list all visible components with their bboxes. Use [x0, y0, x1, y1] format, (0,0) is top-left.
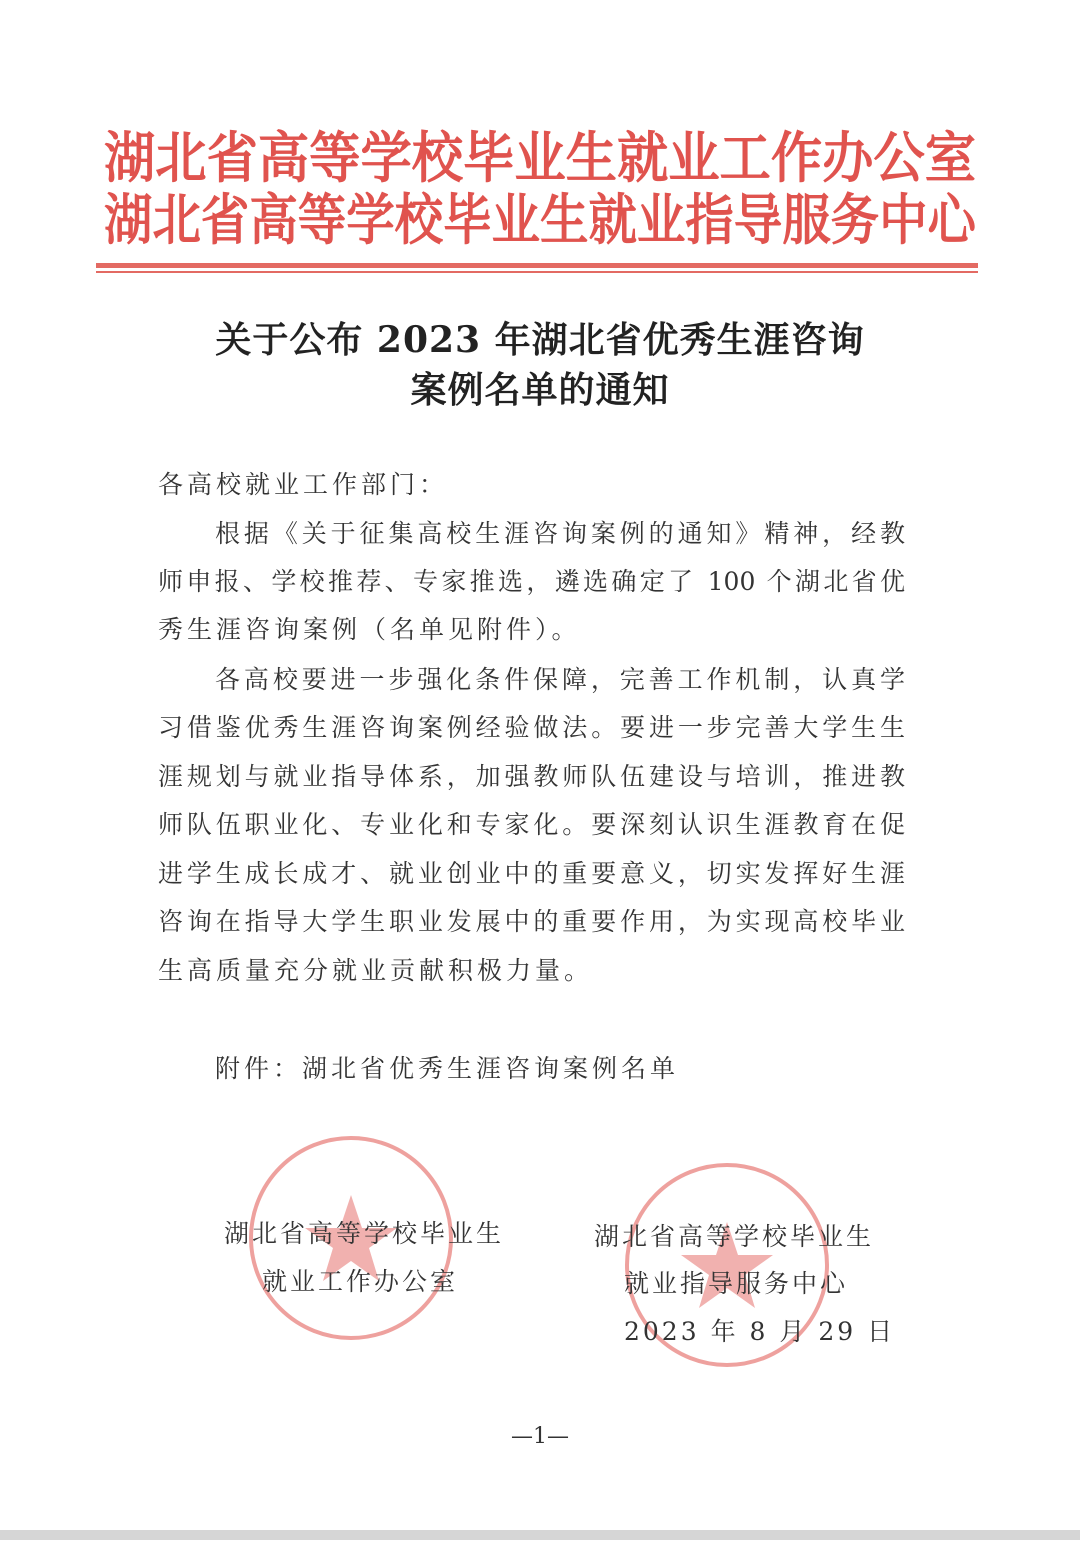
page-number: —1— — [511, 1424, 569, 1449]
paragraph-2-line: 涯规划与就业指导体系，加强教师队伍建设与培训，推进教 — [158, 762, 905, 791]
attachment-note: 附件：湖北省优秀生涯咨询案例名单 — [215, 1054, 680, 1083]
paragraph-2-line: 咨询在指导大学生职业发展中的重要作用，为实现高校毕业 — [158, 907, 905, 936]
signature-left-line-2: 就业工作办公室 — [262, 1267, 459, 1296]
paragraph-2-line: 进学生成长成才、就业创业中的重要意义，切实发挥好生涯 — [158, 859, 905, 888]
signature-right-line-1: 湖北省高等学校毕业生 — [594, 1222, 875, 1251]
paragraph-2-line: 习借鉴优秀生涯咨询案例经验做法。要进一步完善大学生生 — [158, 713, 905, 742]
signature-left-line-1: 湖北省高等学校毕业生 — [224, 1219, 505, 1248]
letterhead-line-2: 湖北省高等学校毕业生就业指导服务中心 — [104, 187, 977, 252]
page-bottom-edge — [0, 1530, 1080, 1540]
signature-right-line-2: 就业指导服务中心 — [624, 1269, 849, 1298]
paragraph-2-line: 生高质量充分就业贡献积极力量。 — [158, 956, 594, 985]
signature-date: 2023 年 8 月 29 日 — [624, 1317, 896, 1346]
letterhead-rule-thick — [96, 263, 978, 268]
paragraph-1-line: 师申报、学校推荐、专家推选，遴选确定了 100 个湖北省优 — [158, 567, 905, 596]
paragraph-1-line: 秀生涯咨询案例（名单见附件）。 — [158, 615, 581, 644]
paragraph-1-line: 根据《关于征集高校生涯咨询案例的通知》精神，经教 — [215, 519, 905, 548]
document-title-line-1: 关于公布 2023 年湖北省优秀生涯咨询 — [215, 319, 865, 361]
letterhead-rule-thin — [96, 271, 978, 273]
letterhead-line-1: 湖北省高等学校毕业生就业工作办公室 — [104, 125, 977, 190]
document-title-line-2: 案例名单的通知 — [410, 369, 670, 411]
paragraph-2-line: 各高校要进一步强化条件保障，完善工作机制，认真学 — [215, 665, 905, 694]
salutation: 各高校就业工作部门： — [158, 470, 449, 499]
paragraph-2-line: 师队伍职业化、专业化和专家化。要深刻认识生涯教育在促 — [158, 810, 905, 839]
